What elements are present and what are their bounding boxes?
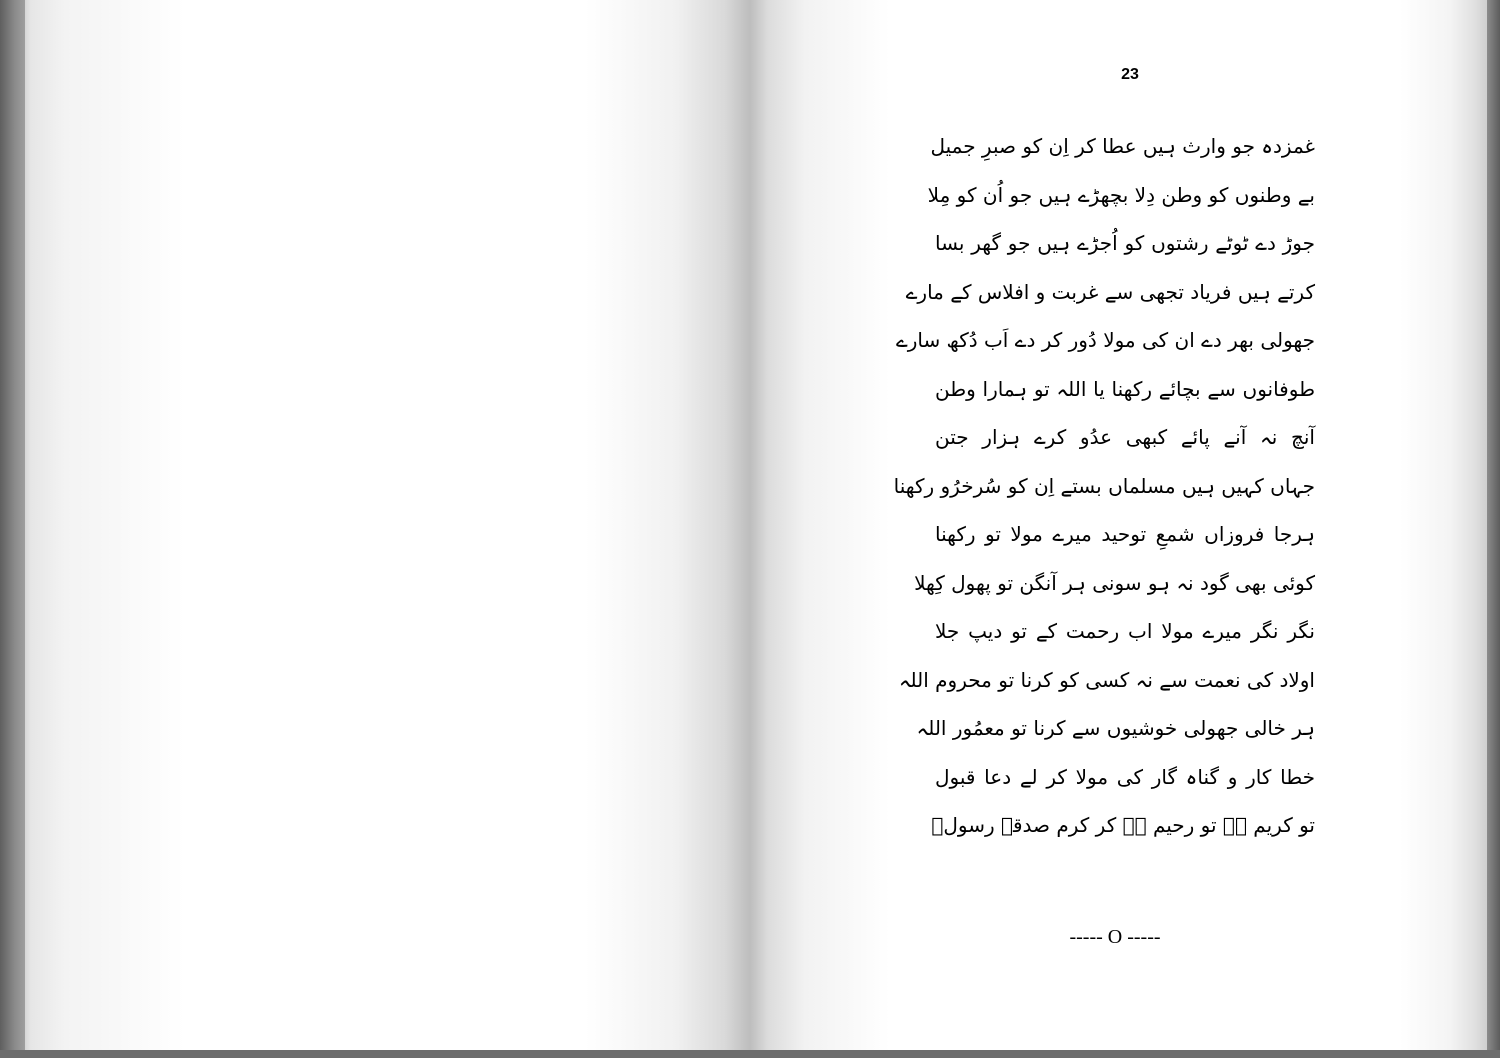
poem-line: اولاد کی نعمت سے نہ کسی کو کرنا تو محروم اللہ xyxy=(898,667,1315,692)
poem-line: کوئی بھی گود نہ ہو سونی ہر آنگن تو پھول کِھلا xyxy=(914,570,1315,595)
right-page xyxy=(750,0,1487,1050)
left-page xyxy=(25,0,750,1050)
poem-line: تو کریم ہے تو رحیم ہے کر کرم صدقۂ رسولؐ xyxy=(931,813,1315,837)
book-bottom-edge xyxy=(0,1050,1500,1058)
poem-line: جھولی بھر دے ان کی مولا دُور کر دے اَب دُکھ سارے xyxy=(895,328,1315,352)
book-right-edge xyxy=(1487,0,1500,1058)
poem-verses xyxy=(893,122,1315,850)
poem-line: خطا کار و گناہ گار کی مولا کر لے دعا قبول xyxy=(935,764,1315,789)
end-mark: ----- O ----- xyxy=(1069,926,1161,948)
poem-line: طوفانوں سے بچائے رکھنا یا اللہ تو ہمارا وطن xyxy=(935,376,1315,401)
book-left-edge xyxy=(0,0,25,1058)
poem-line: جہاں کہیں ہیں مسلماں بستے اِن کو سُرخرُو رکھنا xyxy=(893,473,1315,498)
poem-line: کرتے ہیں فریاد تجھی سے غربت و افلاس کے مارے xyxy=(905,279,1315,304)
poem-line: ہرجا فروزاں شمعِ توحید میرے مولا تو رکھنا xyxy=(935,522,1315,546)
page-number: 23 xyxy=(1121,66,1139,83)
poem-line: آنچ نہ آنے پائے کبھی عدُو کرے ہزار جتن xyxy=(935,425,1315,449)
poem-line: بے وطنوں کو وطن دِلا بچھڑے ہیں جو اُن کو مِلا xyxy=(927,182,1315,207)
poem-line: غمزدہ جو وارث ہیں عطا کر اِن کو صبرِ جمیل xyxy=(930,134,1315,158)
poem-line: نگر نگر میرے مولا اب رحمت کے تو دیپ جلا xyxy=(935,619,1315,643)
poem-line: ہر خالی جھولی خوشیوں سے کرنا تو معمُور اللہ xyxy=(916,716,1315,740)
poem-line: جوڑ دے ٹوٹے رشتوں کو اُجڑے ہیں جو گھر بسا xyxy=(935,231,1315,255)
